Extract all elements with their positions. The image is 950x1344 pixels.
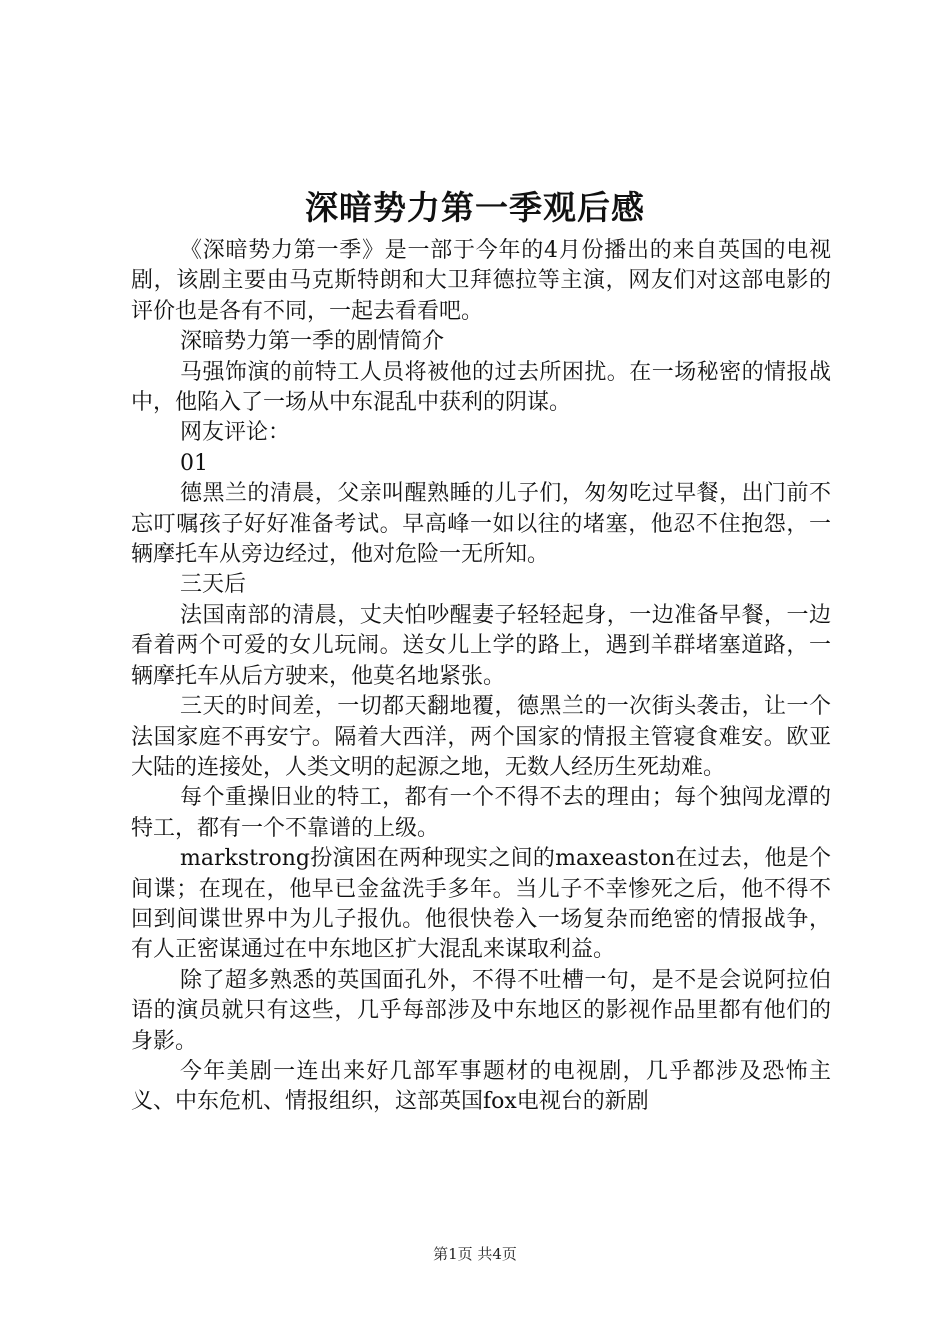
paragraph-synopsis: 马强饰演的前特工人员将被他的过去所困扰。在一场秘密的情报战中，他陷入了一场从中东混乱中获利的阴谋。 [131,359,831,416]
paragraph-comments-heading: 网友评论： [180,420,291,446]
paragraph-british-faces: 除了超多熟悉的英国面孔外，不得不吐槽一句，是不是会说阿拉伯语的演员就只有这些，几乎每部涉及中东地区的影视作品里都有他们的身影。 [131,967,831,1054]
paragraph-tehran-morning: 德黑兰的清晨，父亲叫醒熟睡的儿子们，匆匆吃过早餐，出门前不忘叮嘱孩子好好准备考试。早高峰一如以往的堵塞，他忍不住抱怨，一辆摩托车从旁边经过，他对危险一无所知。 [131,481,831,568]
paragraph-comment-number: 01 [180,450,208,476]
paragraph-intro: 《深暗势力第一季》是一部于今年的4月份播出的来自英国的电视剧，该剧主要由马克斯特朗和大卫拜德拉等主演，网友们对这部电影的评价也是各有不同，一起去看看吧。 [131,238,831,324]
document-body [131,236,831,1118]
page-footer: 第1页 共4页 [433,1245,517,1263]
paragraph-military-dramas: 今年美剧一连出来好几部军事题材的电视剧，几乎都涉及恐怖主义、中东危机、情报组织，这部英国fox电视台的新剧 [131,1058,831,1115]
paragraph-three-days-later: 三天后 [180,572,247,598]
paragraph-time-difference: 三天的时间差，一切都天翻地覆，德黑兰的一次街头袭击，让一个法国家庭不再安宁。隔着大西洋，两个国家的情报主管寝食难安。欧亚大陆的连接处，人类文明的起源之地，无数人经历生死劫难。 [131,694,831,780]
paragraph-markstrong: markstrong扮演困在两种现实之间的maxeaston在过去，他是个间谍；在现在，他早已金盆洗手多年。当儿子不幸惨死之后，他不得不回到间谍世界中为儿子报仇。他很快卷入一场复杂而绝密的情报战争，有人正密谋通过在中东地区扩大混乱来谋取利益。 [131,846,831,963]
paragraph-agents: 每个重操旧业的特工，都有一个不得不去的理由；每个独闯龙潭的特工，都有一个不靠谱的上级。 [131,785,831,841]
paragraph-france-morning: 法国南部的清晨，丈夫怕吵醒妻子轻轻起身，一边准备早餐，一边看着两个可爱的女儿玩闹。送女儿上学的路上，遇到羊群堵塞道路，一辆摩托车从后方驶来，他莫名地紧张。 [131,602,831,689]
document-title: 深暗势力第一季观后感 [305,188,645,227]
paragraph-synopsis-heading: 深暗势力第一季的剧情简介 [180,329,445,355]
